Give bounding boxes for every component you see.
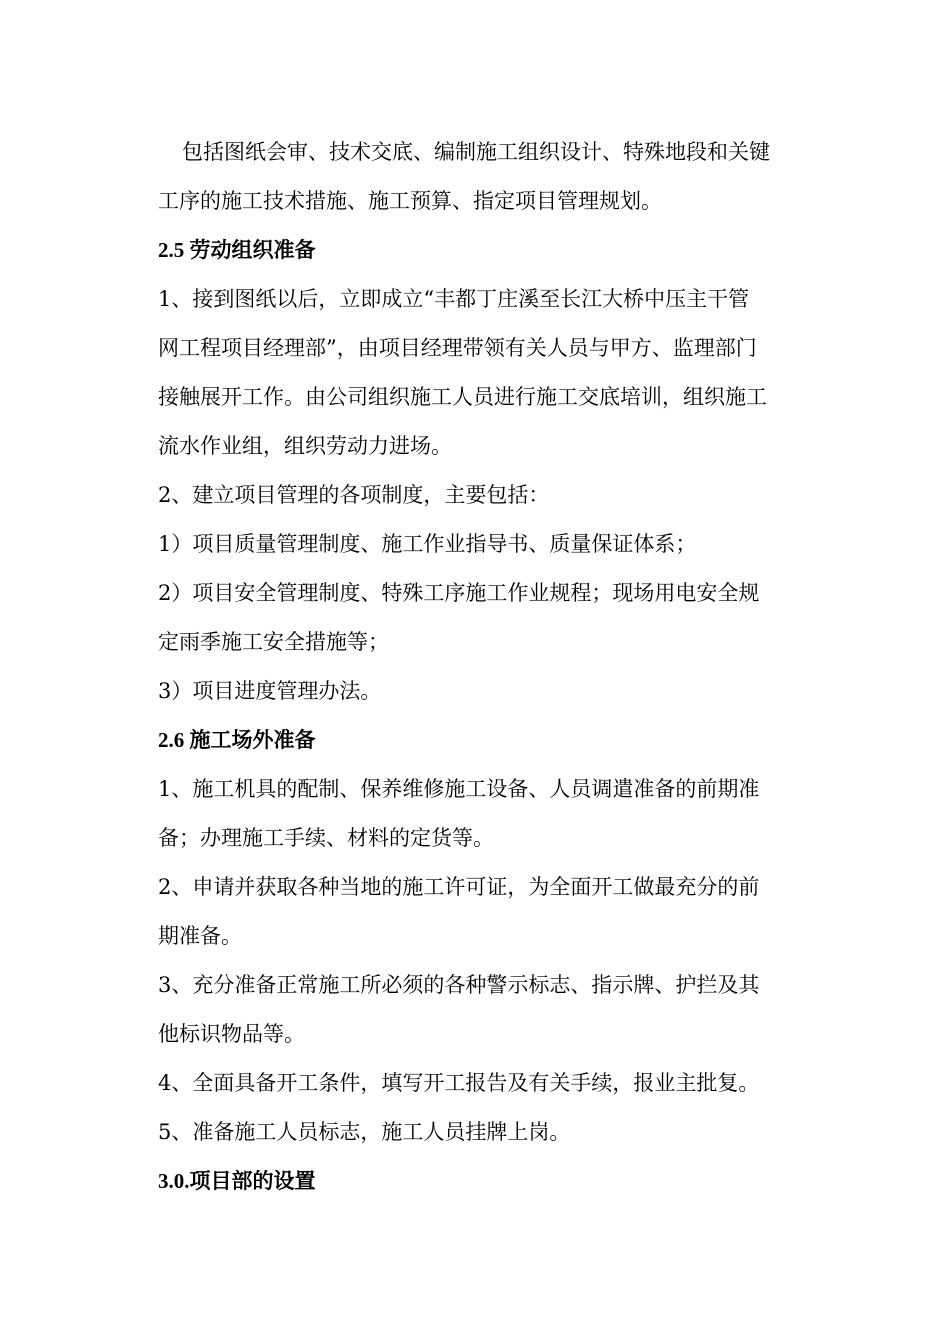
offsite-item-4 (158, 1059, 818, 1108)
text-line: 2、申请并获取各种当地的施工许可证，为全面开工做最充分的前 (158, 875, 760, 899)
document-page (158, 128, 818, 1206)
section-heading-2-6: 2.6 施工场外准备 (158, 728, 316, 752)
section-heading-3-0: 3.0.项目部的设置 (158, 1169, 316, 1193)
offsite-item-3 (158, 961, 818, 1059)
text-line: 工序的施工技术措施、施工预算、指定项目管理规划。 (158, 189, 662, 213)
text-line: 3）项目进度管理办法。 (158, 679, 382, 703)
labor-sub-item-2 (158, 569, 818, 667)
offsite-item-2 (158, 863, 818, 961)
text-line: 定雨季施工安全措施等； (158, 630, 389, 654)
text-line: 流水作业组，组织劳动力进场。 (158, 434, 452, 458)
text-line: 1）项目质量管理制度、施工作业指导书、质量保证体系； (158, 532, 697, 556)
offsite-item-1 (158, 765, 818, 863)
text-line: 网工程项目经理部”，由项目经理带领有关人员与甲方、监理部门 (158, 336, 757, 360)
labor-item-2 (158, 471, 818, 520)
text-line: 1、施工机具的配制、保养维修施工设备、人员调遣准备的前期准 (158, 777, 760, 801)
intro-paragraph (158, 128, 818, 226)
labor-item-1 (158, 275, 818, 471)
text-line: 3、充分准备正常施工所必须的各种警示标志、指示牌、护拦及其 (158, 973, 760, 997)
labor-sub-item-3 (158, 667, 818, 716)
labor-sub-item-1 (158, 520, 818, 569)
section-heading-2-5: 2.5 劳动组织准备 (158, 238, 316, 262)
text-line: 4、全面具备开工条件，填写开工报告及有关手续，报业主批复。 (158, 1071, 760, 1095)
text-line: 接触展开工作。由公司组织施工人员进行施工交底培训，组织施工 (158, 385, 767, 409)
text-line: 备；办理施工手续、材料的定货等。 (158, 826, 494, 850)
text-line: 2、建立项目管理的各项制度，主要包括： (158, 483, 550, 507)
offsite-item-5 (158, 1108, 818, 1157)
text-line: 2）项目安全管理制度、特殊工序施工作业规程；现场用电安全规 (158, 581, 760, 605)
text-line: 他标识物品等。 (158, 1022, 305, 1046)
text-line: 5、准备施工人员标志，施工人员挂牌上岗。 (158, 1120, 571, 1144)
text-line: 包括图纸会审、技术交底、编制施工组织设计、特殊地段和关键 (182, 140, 770, 164)
text-line: 1、接到图纸以后，立即成立“丰都丁庄溪至长江大桥中压主干管 (158, 287, 750, 311)
text-line: 期准备。 (158, 924, 242, 948)
